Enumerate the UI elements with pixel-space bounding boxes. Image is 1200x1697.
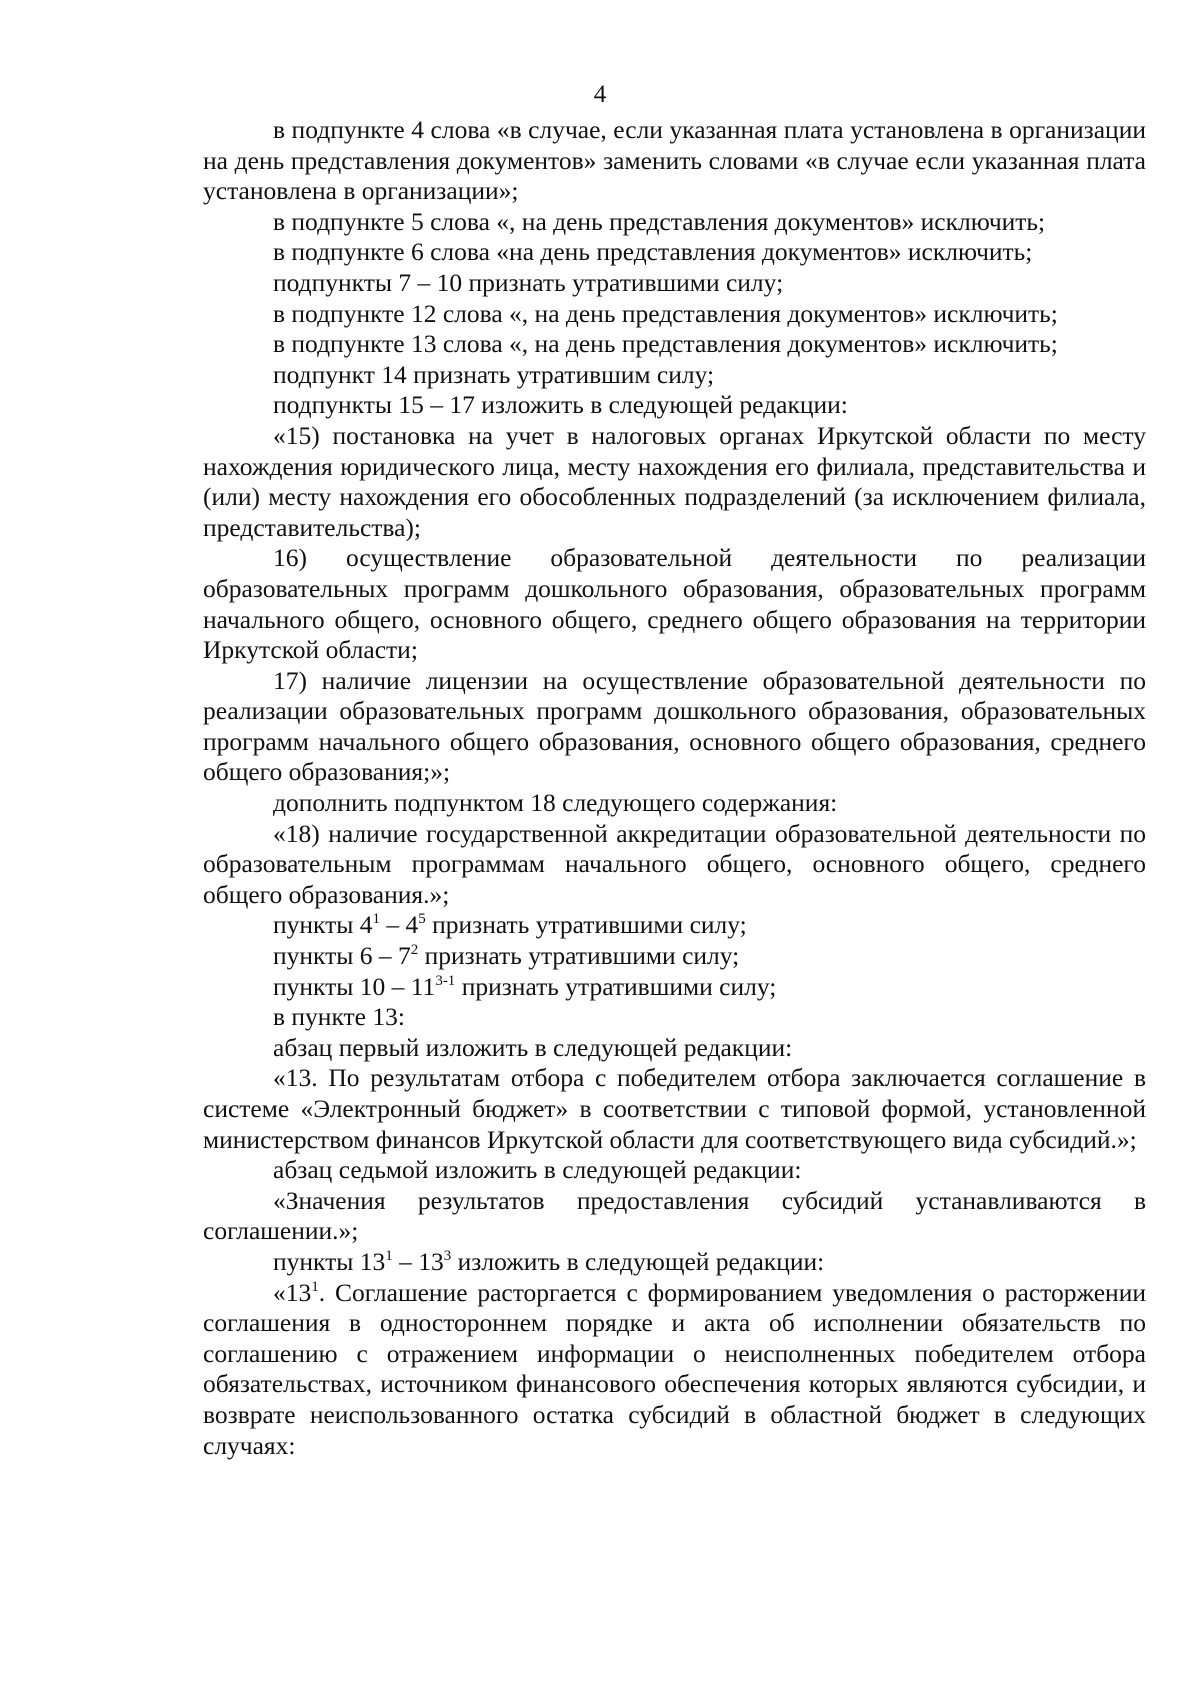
paragraph: «18) наличие государственной аккредитации образовательной деятельности по образовательным программам начального общего, основного общего, среднего общего образования.»; bbox=[203, 818, 1146, 909]
superscript: 1 bbox=[311, 1278, 319, 1295]
paragraph bbox=[203, 910, 1146, 941]
paragraph-text: пункты 13 bbox=[273, 1246, 386, 1276]
paragraph: в подпункте 13 слова «, на день представления документов» исключить; bbox=[273, 329, 1058, 359]
paragraph: 17) наличие лицензии на осуществление образовательной деятельности по реализации образовательных программ дошкольного образования, образовательных программ начального общего образования, основного общего образования, среднего общего образования;»; bbox=[203, 665, 1146, 787]
paragraph-text: «13 bbox=[273, 1277, 312, 1307]
paragraph-text: пункты 10 – 11 bbox=[273, 971, 436, 1001]
paragraph: «15) постановка на учет в налоговых органах Иркутской области по месту нахождения юридического лица, месту нахождения его филиала, представительства и (или) месту нахождения его обособленных подразделений (за исключением филиала, представительства); bbox=[203, 420, 1146, 542]
paragraph-text: . Соглашение расторгается с формированием уведомления о расторжении соглашения в одностороннем порядке и акта об исполнении обязательств по соглашению с отражением информации о неисполненных победителем отбора обязательствах, источником финансового обеспечения которых являются субсидии, и возврате неиспользованного остатка субсидий в областной бюджет в следующих случаях: bbox=[203, 1277, 1146, 1460]
paragraph: подпункт 14 признать утратившим силу; bbox=[273, 359, 715, 389]
paragraph: «13. По результатам отбора с победителем отбора заключается соглашение в системе «Электронный бюджет» в соответствии с типовой формой, установленной министерством финансов Иркутской области для соответствующего вида субсидий.»; bbox=[203, 1063, 1146, 1154]
paragraph-text: признать утратившими силу; bbox=[418, 941, 740, 971]
paragraph bbox=[203, 941, 1146, 972]
paragraph: 16) осуществление образовательной деятельности по реализации образовательных программ дошкольного образования, образовательных программ начального общего, основного общего, среднего общего образования на территории Иркутской области; bbox=[203, 543, 1146, 665]
paragraph bbox=[203, 1247, 1146, 1278]
paragraph-text: – 4 bbox=[380, 910, 419, 940]
paragraph-text: признать утратившими силу; bbox=[455, 971, 777, 1001]
superscript: 1 bbox=[385, 1247, 393, 1264]
paragraph: абзац первый изложить в следующей редакции: bbox=[273, 1032, 793, 1062]
paragraph: подпункты 7 – 10 признать утратившими силу; bbox=[273, 267, 784, 297]
paragraph: в подпункте 12 слова «, на день представления документов» исключить; bbox=[273, 298, 1058, 328]
paragraph: дополнить подпунктом 18 следующего содержания: bbox=[273, 788, 838, 818]
paragraph-text: пункты 4 bbox=[273, 910, 373, 940]
superscript: 5 bbox=[418, 911, 426, 928]
paragraph: в подпункте 4 слова «в случае, если указанная плата установлена в организации на день представления документов» заменить словами «в случае если указанная плата установлена в организации»; bbox=[203, 115, 1146, 206]
paragraph: в пункте 13: bbox=[273, 1002, 405, 1032]
paragraph: в подпункте 6 слова «на день представления документов» исключить; bbox=[273, 237, 1033, 267]
paragraph: абзац седьмой изложить в следующей редакции: bbox=[273, 1155, 802, 1185]
superscript: 1 bbox=[372, 911, 380, 928]
paragraph-text: изложить в следующей редакции: bbox=[451, 1246, 825, 1276]
superscript: 3 bbox=[443, 1247, 452, 1264]
document-body bbox=[203, 115, 1146, 1461]
paragraph: в подпункте 5 слова «, на день представления документов» исключить; bbox=[273, 206, 1046, 236]
paragraph bbox=[203, 972, 1146, 1003]
superscript: 2 bbox=[410, 942, 419, 959]
paragraph bbox=[203, 1278, 1146, 1462]
superscript: 3-1 bbox=[435, 972, 456, 989]
page-number: 4 bbox=[593, 81, 607, 108]
paragraph-text: пункты 6 – 7 bbox=[273, 941, 411, 971]
paragraph: «Значения результатов предоставления субсидий устанавливаются в соглашении.»; bbox=[203, 1185, 1146, 1246]
paragraph: подпункты 15 – 17 изложить в следующей редакции: bbox=[273, 390, 848, 420]
paragraph-text: – 13 bbox=[392, 1246, 444, 1276]
paragraph-text: признать утратившими силу; bbox=[425, 910, 747, 940]
